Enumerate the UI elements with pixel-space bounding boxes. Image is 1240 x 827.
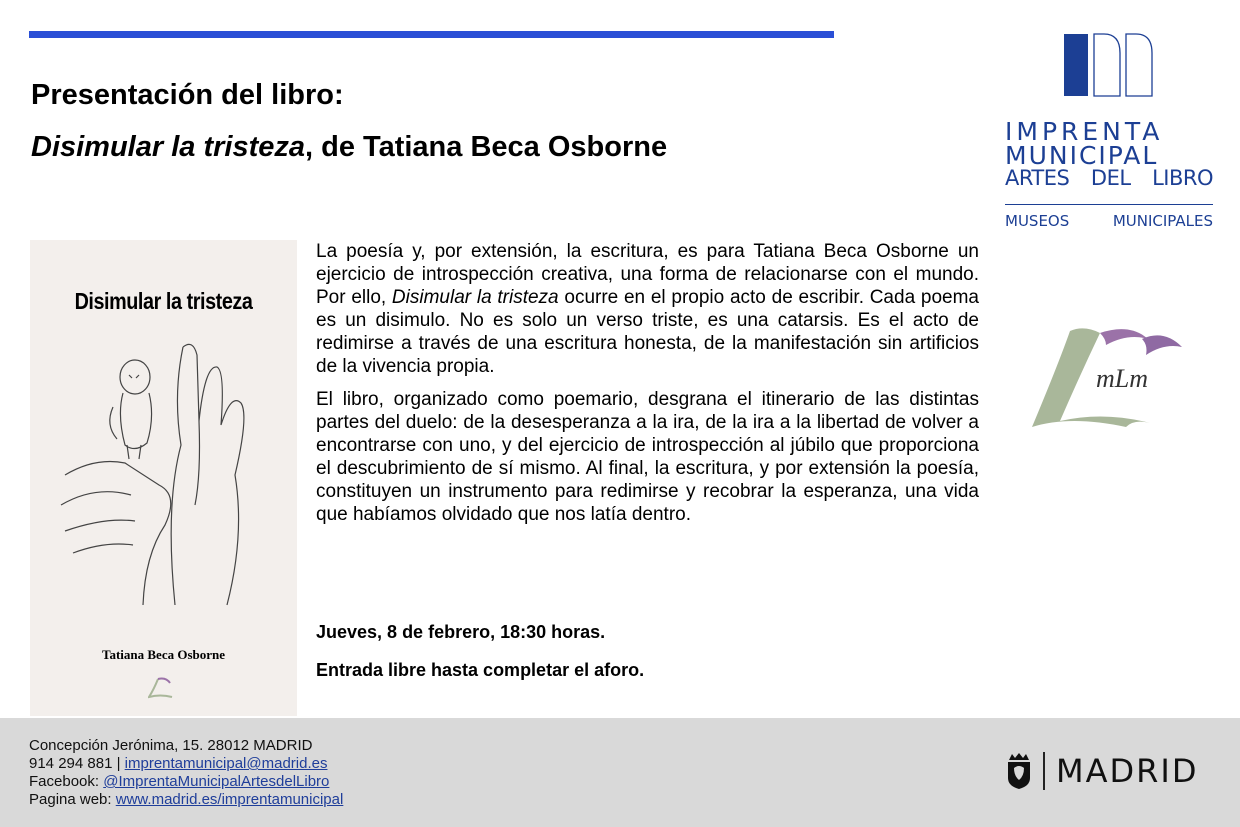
- contact-info: [29, 737, 343, 809]
- page-title: Presentación del libro:: [31, 79, 344, 111]
- cover-publisher-icon: [148, 677, 176, 699]
- inline-book-title: Disimular la tristeza: [391, 287, 559, 308]
- web-line: [29, 791, 343, 809]
- cover-author: Tatiana Beca Osborne: [101, 647, 226, 662]
- logo-line-imprenta: IMPRENTA: [1005, 117, 1164, 146]
- top-accent-bar: [29, 31, 834, 38]
- web-link[interactable]: www.madrid.es/imprentamunicipal: [115, 791, 344, 808]
- madrid-crest-icon: [1006, 752, 1032, 790]
- entry-note: Entrada libre hasta completar el aforo.: [316, 660, 645, 680]
- description-paragraph-2: El libro, organizado como poemario, desgrana el itinerario de las distintas partes del duelo: de la desesperanza a la ira, de la ira a la libertad de volver a encontrarse con uno, y del ejercicio de introspección al júbilo que proporciona el descubrimiento de sí mismo. Al final, la escritura, y por extensión la poesía, constituyen un instrumento para redimirse y recobrar la esperanza, una vida que habíamos olvidado que nos latía dentro.: [316, 389, 979, 525]
- book-cover: [30, 240, 297, 716]
- page-subtitle: [31, 128, 931, 166]
- title-block: [31, 76, 931, 166]
- imprenta-arches-icon: [1062, 33, 1154, 97]
- subtitle-author: , de Tatiana Beca Osborne: [305, 131, 668, 163]
- logo-divider: [1005, 204, 1213, 205]
- address: Concepción Jerónima, 15. 28012 MADRID: [29, 737, 313, 754]
- web-label: Pagina web:: [29, 791, 116, 808]
- description: [316, 240, 979, 536]
- bird-and-hands-drawing: [55, 335, 275, 615]
- lml-logo-text: mLm: [1096, 364, 1149, 393]
- logo-line-museos: MUSEOS MUNICIPALES: [1005, 212, 1213, 230]
- cover-title: Disimular la tristeza: [74, 288, 253, 314]
- facebook-line: [29, 773, 343, 791]
- phone: 914 294 881 |: [29, 755, 125, 772]
- lml-logo: [1030, 325, 1185, 433]
- phone-email-line: [29, 755, 343, 773]
- email-link[interactable]: imprentamunicipal@madrid.es: [124, 755, 328, 772]
- madrid-separator: [1043, 752, 1045, 790]
- logo-line-municipal: MUNICIPAL: [1005, 141, 1159, 170]
- facebook-label: Facebook:: [29, 773, 104, 790]
- madrid-logo: [1006, 751, 1198, 791]
- book-title: Disimular la tristeza: [31, 131, 305, 163]
- description-paragraph-1: La poesía y, por extensión, la escritura, es para Tatiana Beca Osborne un ejercicio de introspección creativa, una forma de relacionarse con el mundo. Por ello, Disimular la tristeza ocurre en el propio acto de escribir. Cada poema es un disimulo. No es solo un verso triste, es una catarsis. Es el acto de redimirse a través de una escritura honesta, de la manifestación sin artificios de la vivencia propia.: [316, 241, 979, 377]
- imprenta-municipal-logo: [1005, 33, 1213, 231]
- footer: [0, 718, 1240, 827]
- logo-line-artes: ARTES DEL LIBRO: [1005, 166, 1213, 190]
- event-date: Jueves, 8 de febrero, 18:30 horas.: [316, 622, 606, 642]
- madrid-wordmark: MADRID: [1056, 752, 1199, 790]
- open-book-logo-icon: [1030, 325, 1185, 433]
- facebook-link[interactable]: @ImprentaMunicipalArtesdelLibro: [103, 773, 330, 790]
